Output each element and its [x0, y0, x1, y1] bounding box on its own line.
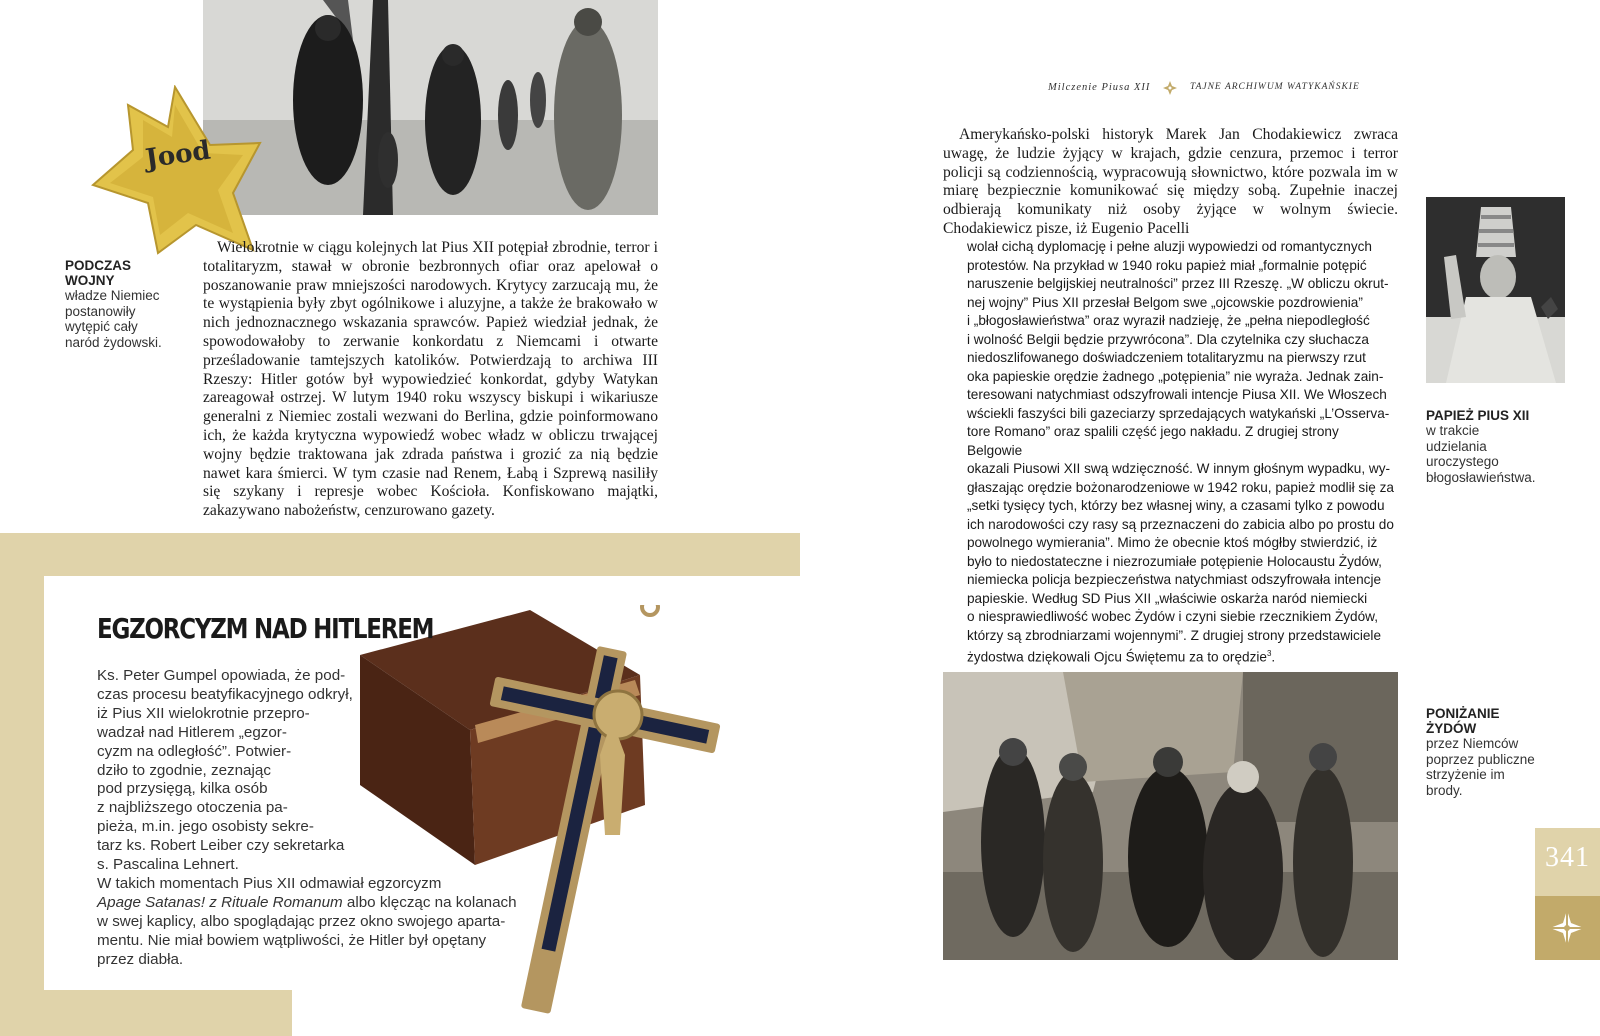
war-caption	[65, 258, 175, 350]
footnote-mark: 3	[1266, 649, 1272, 658]
box-after-italic: albo klęcząc na kolanach	[342, 893, 517, 911]
quote-line: teresowani natychmiast odszyfrowali intencje Piusa XII. We Włoszech	[967, 387, 1387, 402]
box-line: pieża, m.in. jego osobisty sekre-	[97, 818, 314, 836]
quote-line-last	[967, 645, 1397, 667]
quote-line: tore Romano” oraz spalili część jego nakładu. Z drugiej strony Belgowie	[967, 424, 1339, 458]
right-body-text	[943, 126, 1398, 239]
humiliation-caption	[1426, 706, 1536, 798]
header-cross-icon	[1162, 80, 1178, 99]
box-title: EGZORCYZM NAD HITLEREM	[97, 612, 434, 645]
pope-caption-text: w trakcie udzielania uroczystego błogosławieństwa.	[1426, 423, 1536, 485]
quote-line: wściekli faszyści bili gazeciarzy sprzedających watykański „L’Osserva-	[967, 405, 1390, 421]
humiliation-caption-text: przez Niemców poprzez publiczne strzyżenie im brody.	[1426, 736, 1535, 798]
humiliation-caption-title: PONIŻANIE ŻYDÓW	[1426, 706, 1500, 736]
quote-line: i wolność Belgii będzie przywrócona”. Dla czytelnika czy słuchacza	[967, 331, 1369, 347]
left-body-text	[203, 239, 658, 521]
running-header	[1040, 80, 1380, 96]
quote-line: którzy są zbrodniarzami wojennymi”. Z drugiej strony przedstawiciele	[967, 627, 1382, 643]
box-italic-title: Apage Satanas! z Rituale Romanum	[97, 893, 343, 911]
left-body-paragraph: Wielokrotnie w ciągu kolejnych lat Pius XII potępiał zbrodnie, terror i totalitaryzm, stawał w obronie bezbronnych ofiar oraz apelował o poszanowanie praw mniejszości narodowych. Krytycy zarzucają mu, że te wystąpienia były zbyt ogólnikowe i aluzyjne, a także że brakowało w nich jednoznacznego wskazania sprawców. Papież wiedział jednak, że spowodowałoby to zerwanie konkordatu z Niemcami i otwarte prześladowanie tamtejszych katolików. Potwierdzają to archiwa III Rzeszy: Hitler gotów był wypowiedzieć konkordat, gdyby Watykan zareagował ostrzej. W lutym 1940 roku wszyscy biskupi i wikariusze generalni z Niemiec zostali wezwani do Berlina, gdzie poinformowano ich, że każda krytyczna wypowiedź wobec władz w obliczu trwającej wojny będzie traktowana jak zdrada państwa i grozić za nią będzie nawet kara śmierci. W tym czasie nad Renem, Łabą i Szprewą nasiliły się szykany i represje wobec Kościoła. Konfiskowano majątki, zakazywano nabożeństw, cenzurowano gazety.	[203, 239, 658, 520]
header-left: Milczenie Piusa XII	[1048, 82, 1151, 93]
box-frame-bottom	[0, 990, 292, 1036]
quote-line: okazali Piusowi XII swą wdzięczność. W innym głośnym wypadku, wy-	[967, 461, 1391, 476]
war-caption-text: władze Niemiec postanowiły wytępić cały naród żydowski.	[65, 288, 162, 350]
box-frame-top	[0, 533, 800, 576]
cross-emblem-icon	[1535, 896, 1600, 960]
box-line-italic	[97, 894, 517, 913]
box-line: dziło to zgodnie, zeznając	[97, 761, 271, 779]
quote-line: oka papieskie orędzie żadnego „potępienia” nie wyraża. Jednak zain-	[967, 368, 1384, 384]
box-line: cyzm na odległość”. Potwier-	[97, 742, 292, 760]
right-body-paragraph: Amerykańsko-polski historyk Marek Jan Chodakiewicz zwraca uwagę, że ludzie żyjący w krajach, gdzie cenzura, przemoc i terror policji są codziennością, wypracowują słownictwo, które pozwala im w miarę bezpiecznie komunikować się między sobą. Zupełnie inaczej odbierają komunikaty niż osoby żyjące w wolnym świecie. Chodakiewicz pisze, iż Eugenio Pacelli	[943, 126, 1398, 237]
yellow-star-badge	[88, 85, 263, 255]
box-line: przez diabła.	[97, 950, 184, 968]
quote-line: głaszając orędzie bożonarodzeniowe w 1942 roku, papież modlił się za	[967, 479, 1394, 495]
humiliation-photo	[943, 672, 1398, 960]
box-line: mentu. Nie miał bowiem wątpliwości, że Hitler był opętany	[97, 931, 487, 949]
quote-line: „setki tysięcy tych, którzy bez własnej winy, a czasami tylko z powodu	[967, 498, 1385, 513]
pope-caption-title: PAPIEŻ PIUS XII	[1426, 408, 1530, 423]
box-line: Ks. Peter Gumpel opowiada, że pod-	[97, 667, 346, 684]
quote-block	[967, 238, 1397, 667]
deportation-photo-art	[203, 0, 658, 215]
box-text	[97, 667, 517, 970]
quote-line: ich narodowości czy rasy są przeznaczeni do zabicia albo po prostu do	[967, 516, 1394, 532]
quote-line: protestów. Na przykład w 1940 roku papież miał „formalnie potępić	[967, 257, 1367, 273]
quote-line: było to niedostateczne i niezrozumiałe potępienie Holocaustu Żydów,	[967, 553, 1382, 569]
pope-caption	[1426, 408, 1536, 485]
quote-line: niemiecka policja bezpieczeństwa natychmiast odszyfrowała intencje	[967, 572, 1382, 587]
page-number-tab	[1535, 828, 1600, 960]
box-line: W takich momentach Pius XII odmawiał egzorcyzm	[97, 874, 442, 892]
page-tab-icon-box	[1535, 896, 1600, 960]
quote-line: żydostwa dziękowali Ojcu Świętemu za to orędzie	[967, 649, 1267, 665]
header-right: TAJNE ARCHIWUM WATYKAŃSKIE	[1190, 82, 1360, 92]
box-line: tarz ks. Robert Leiber czy sekretarka	[97, 837, 345, 855]
box-line: czas procesu beatyfikacyjnego odkrył,	[97, 685, 353, 703]
final-period: .	[1271, 649, 1276, 665]
quote-line: niedoszlifowanego doświadczeniem totalitaryzmu na pierwszy rzut	[967, 350, 1366, 365]
box-line: pod przysięgą, kilka osób	[97, 780, 268, 798]
star-badge-text: Jood	[143, 135, 213, 175]
page-number-box	[1535, 828, 1600, 896]
pope-photo-art	[1426, 197, 1565, 383]
box-frame-left	[0, 533, 44, 1036]
humiliation-photo-art	[943, 672, 1398, 960]
quote-line: papieskie. Według SD Pius XII „właściwie oskarża naród niemiecki	[967, 590, 1368, 606]
pope-photo	[1426, 197, 1565, 383]
box-line: wadzał nad Hitlerem „egzor-	[97, 723, 287, 741]
deportation-photo	[203, 0, 658, 215]
quote-line: powolnego wymierania”. Mimo że obecnie ktoś mógłby stwierdzić, iż	[967, 535, 1378, 550]
war-caption-title: PODCZAS WOJNY	[65, 258, 132, 288]
box-line: s. Pascalina Lehnert.	[97, 856, 239, 874]
page-number: 341	[1545, 842, 1590, 873]
box-line: w swej kaplicy, albo spoglądając przez okno swojego aparta-	[97, 912, 506, 930]
quote-line: wolał cichą dyplomację i pełne aluzji wypowiedzi od romantycznych	[967, 239, 1372, 254]
box-line: z najbliższego otoczenia pa-	[97, 799, 288, 817]
quote-line: nej wojny” Pius XII przesłał Belgom swe „ojcowskie pozdrowienia”	[967, 294, 1363, 310]
quote-line: i „błogosławieństwa” oraz wyraził nadzieję, że „pełna niepodległość	[967, 313, 1370, 328]
quote-line: naruszenie belgijskiej neutralności” przez III Rzeszę. „W obliczu okrut-	[967, 276, 1389, 291]
box-line: iż Pius XII wielokrotnie przepro-	[97, 704, 310, 722]
quote-line: o niesprawiedliwość wobec Żydów i czyni siebie rzecznikiem Żydów,	[967, 609, 1378, 624]
